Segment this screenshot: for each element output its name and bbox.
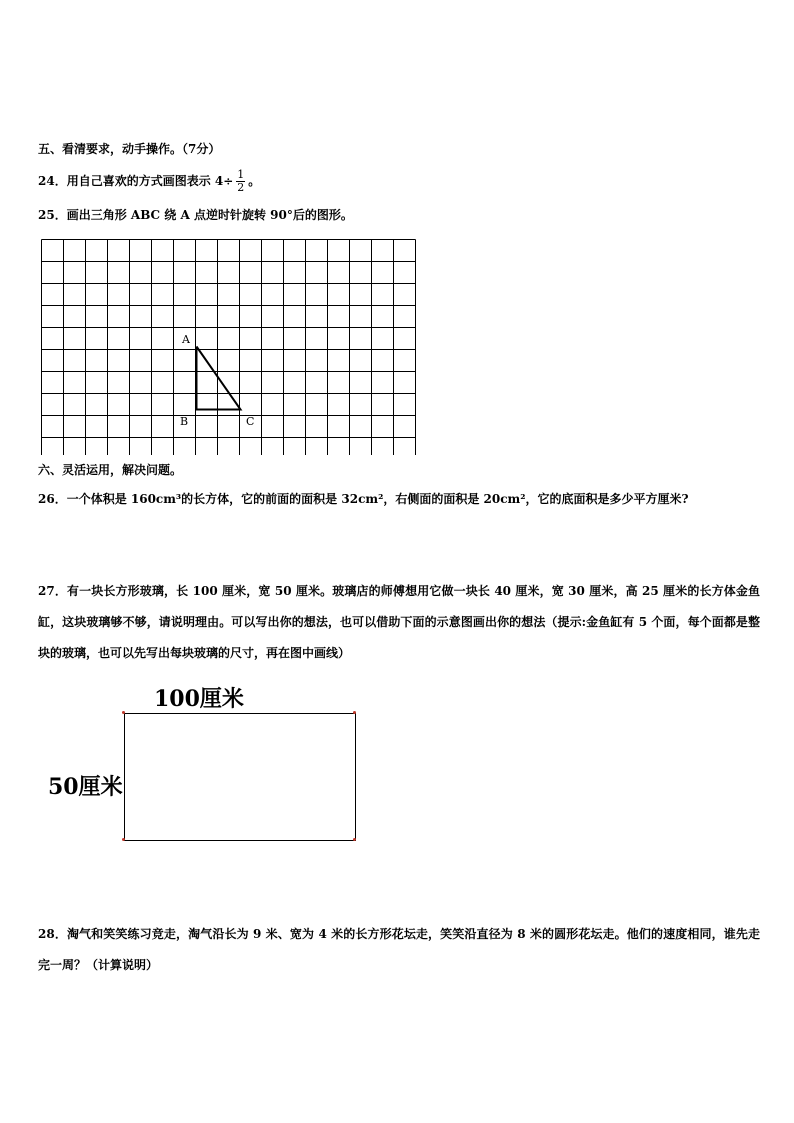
question-24 bbox=[38, 169, 260, 194]
fraction-numerator: 1 bbox=[237, 168, 245, 181]
question-24-end: 。 bbox=[248, 174, 261, 188]
square-grid bbox=[41, 239, 419, 455]
fraction-denominator: 2 bbox=[237, 181, 245, 194]
vertex-label-b: B bbox=[180, 415, 189, 428]
section-five-heading: 五、看清要求，动手操作。（7分） bbox=[38, 142, 221, 156]
rectangle-corner-marker bbox=[122, 838, 125, 841]
fraction-one-half bbox=[236, 169, 245, 194]
triangle-abc bbox=[197, 347, 241, 410]
vertex-label-a: A bbox=[182, 333, 190, 346]
rectangle-width-label: 50厘米 bbox=[48, 774, 123, 800]
section-six-heading: 六、灵活运用，解决问题。 bbox=[38, 463, 183, 477]
question-27: 27．有一块长方形玻璃，长 100 厘米，宽 50 厘米。玻璃店的师傅想用它做一块长 40 厘米，宽 30 厘米，高 25 厘米的长方体金鱼缸，这块玻璃够不够，请说明理由。可以写出你的想法，也可以借助下面的示意图画出你的想法（提示:金鱼缸有 5 个面，每个面都是整块的玻璃，也可以先写出每块玻璃的尺寸，再在图中画线） bbox=[38, 584, 760, 660]
glass-rectangle-diagram bbox=[124, 713, 356, 841]
question-25: 25．画出三角形 ABC 绕 A 点逆时针旋转 90°后的图形。 bbox=[38, 208, 353, 222]
rectangle-corner-marker bbox=[353, 838, 356, 841]
rectangle-length-label: 100厘米 bbox=[154, 686, 244, 712]
question-28: 28．淘气和笑笑练习竞走，淘气沿长为 9 米、宽为 4 米的长方形花坛走，笑笑沿直径为 8 米的圆形花坛走。他们的速度相同，谁先走完一周？（计算说明） bbox=[38, 927, 760, 972]
vertex-label-c: C bbox=[246, 415, 255, 428]
question-26: 26．一个体积是 160cm³的长方体，它的前面的面积是 32cm²，右侧面的面积是 20cm²，它的底面积是多少平方厘米? bbox=[38, 492, 689, 506]
rectangle-corner-marker bbox=[353, 711, 356, 714]
rectangle-corner-marker bbox=[122, 711, 125, 714]
question-24-text: 24．用自己喜欢的方式画图表示 4÷ bbox=[38, 174, 234, 188]
